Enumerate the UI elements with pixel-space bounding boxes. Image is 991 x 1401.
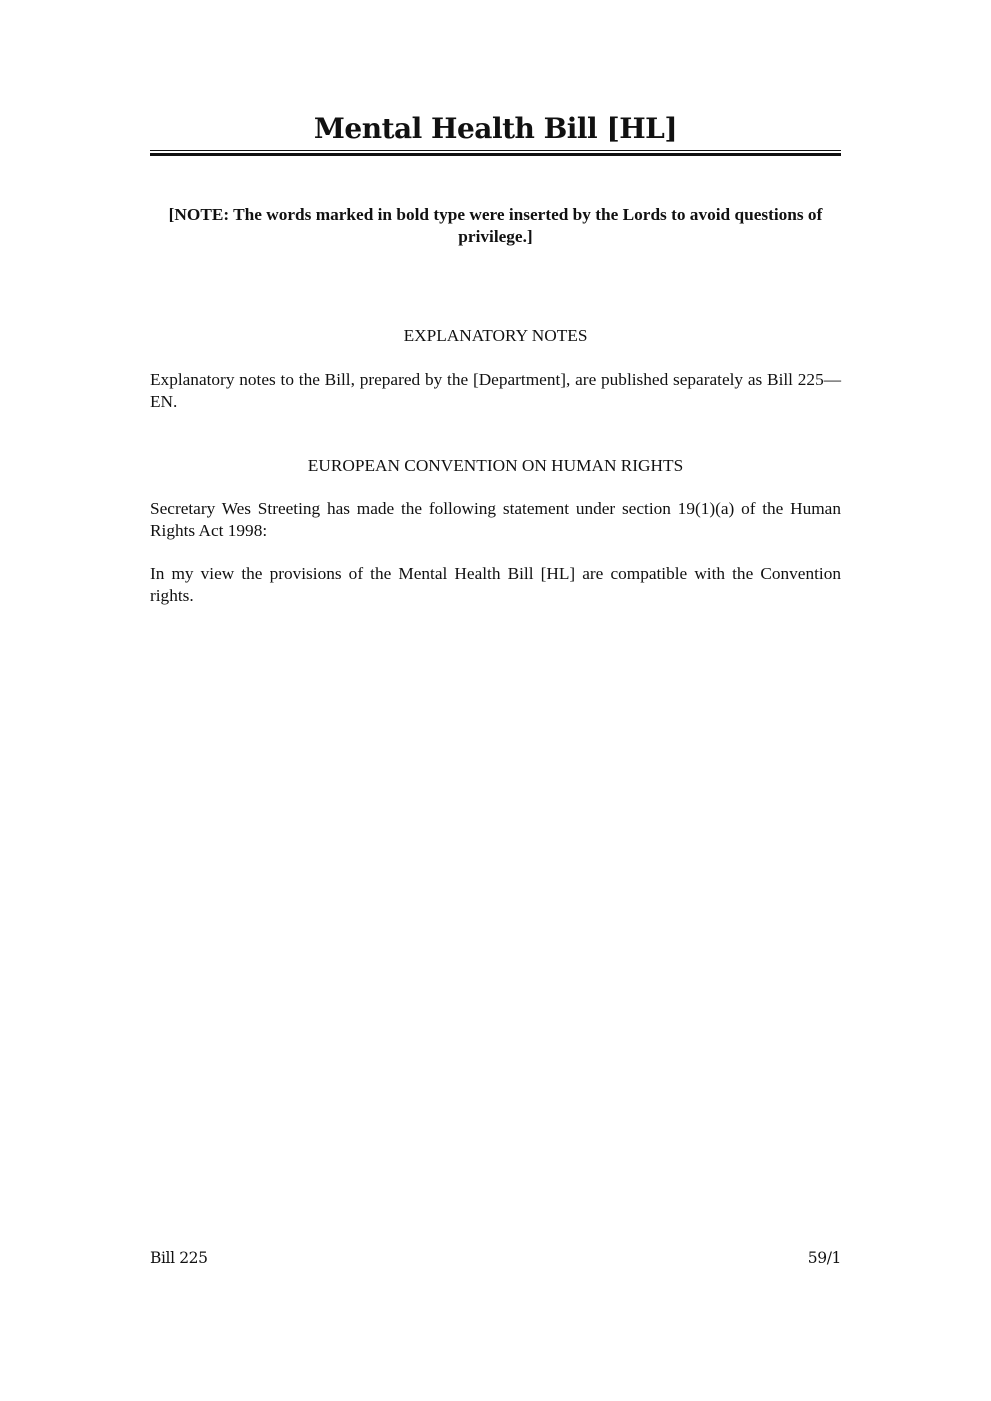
paragraph-compatibility: In my view the provisions of the Mental Health Bill [HL] are compatible with the Convention rights. xyxy=(150,564,841,605)
privilege-note: [NOTE: The words marked in bold type were inserted by the Lords to avoid questions of privilege.] xyxy=(168,205,823,246)
footer-reference: 59/1 xyxy=(807,1249,841,1267)
footer-bill-number: Bill 225 xyxy=(150,1249,208,1267)
paragraph-explanatory-notes: Explanatory notes to the Bill, prepared by the [Department], are published separately as Bill 225—EN. xyxy=(150,370,841,411)
heading-explanatory-notes: EXPLANATORY NOTES xyxy=(403,326,588,345)
bill-title: Mental Health Bill [HL] xyxy=(313,112,678,145)
title-rule-thick xyxy=(150,153,841,156)
document-page xyxy=(150,0,841,1401)
heading-echr: EUROPEAN CONVENTION ON HUMAN RIGHTS xyxy=(307,456,684,475)
title-rule-thin xyxy=(150,150,841,151)
paragraph-echr-statement: Secretary Wes Streeting has made the following statement under section 19(1)(a) of the Human Rights Act 1998: xyxy=(150,499,841,540)
